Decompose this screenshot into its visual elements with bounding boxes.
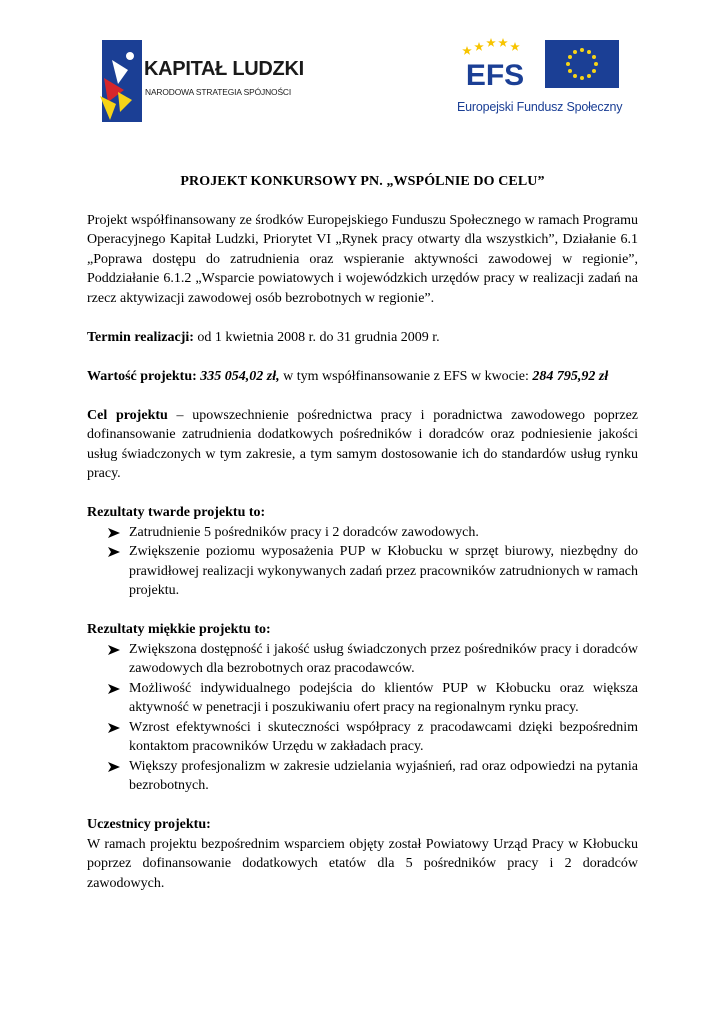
- list-item: [129, 523, 638, 543]
- uczestnicy-paragraph: W ramach projektu bezpośrednim wsparciem objęty został Powiatowy Urząd Pracy w Kłobucku poprzez dofinansowanie dodatkowych etatów dla 5 pośredników pracy i 2 doradców zawodowych.: [87, 836, 638, 891]
- uczestnicy-heading: Uczestnicy projektu:: [87, 817, 211, 832]
- wartosc-label: Wartość projektu:: [87, 368, 197, 384]
- arrow-bullet-icon: [108, 718, 122, 738]
- kapital-ludzki-emblem-icon: [98, 40, 142, 122]
- rezultaty-miekkie-heading: Rezultaty miękkie projektu to:: [87, 622, 271, 637]
- rezultaty-twarde-list: [87, 523, 638, 601]
- list-item-text: Większy profesjonalizm w zakresie udzielania wyjaśnień, rad oraz odpowiedzi na pytania bezrobotnych.: [129, 758, 638, 793]
- efs-logo: [455, 38, 625, 122]
- arrow-bullet-icon: [108, 542, 122, 562]
- arrow-bullet-icon: [108, 757, 122, 777]
- eu-flag-icon: [545, 40, 619, 88]
- list-item: [129, 718, 638, 757]
- list-item-text: Wzrost efektywności i skuteczności współpracy z pracodawcami dzięki bezpośrednim kontaktom pracowników Urzędu w zakładach pracy.: [129, 719, 638, 754]
- cel-paragraph: [87, 406, 638, 484]
- wartosc-paragraph: [87, 367, 638, 387]
- termin-paragraph: [87, 328, 638, 348]
- efs-emblem-icon: [455, 38, 535, 90]
- efs-emblem-text: EFS: [465, 59, 525, 90]
- list-item: [129, 679, 638, 718]
- arrow-bullet-icon: [108, 640, 122, 660]
- efs-caption: Europejski Fundusz Społeczny: [457, 100, 623, 114]
- rezultaty-twarde-heading: Rezultaty twarde projektu to:: [87, 505, 266, 520]
- cel-label: Cel projektu: [87, 407, 168, 423]
- termin-label: Termin realizacji:: [87, 329, 194, 345]
- kapital-ludzki-title: KAPITAŁ LUDZKI: [144, 58, 304, 80]
- document-title: PROJEKT KONKURSOWY PN. „WSPÓLNIE DO CELU”: [180, 174, 545, 189]
- wartosc-amount: 335 054,02 zł,: [200, 368, 280, 384]
- list-item: [129, 542, 638, 601]
- list-item-text: Zwiększenie poziomu wyposażenia PUP w Kłobucku w sprzęt biurowy, niezbędny do prawidłowej realizacji wykonywanych zadań przez pracowników zatrudnionych w ramach projektu.: [129, 544, 638, 598]
- arrow-bullet-icon: [108, 679, 122, 699]
- arrow-bullet-icon: [108, 523, 122, 543]
- list-item: [129, 640, 638, 679]
- wartosc-middle: w tym współfinansowanie z EFS w kwocie:: [279, 368, 533, 384]
- intro-paragraph: Projekt współfinansowany ze środków Europejskiego Funduszu Społecznego w ramach Programu Operacyjnego Kapitał Ludzki, Priorytet VI „Rynek pracy otwarty dla wszystkich”, Działanie 6.1 „Poprawa dostępu do zatrudnienia oraz wspieranie aktywności zawodowej w regionie”, Poddziałanie 6.1.2 „Wsparcie powiatowych i wojewódzkich urzędów pracy w realizacji zadań na rzecz aktywizacji zawodowej osób bezrobotnych w regionie”.: [87, 212, 638, 306]
- list-item-text: Zwiększona dostępność i jakość usług świadczonych przez pośredników pracy i doradców zawodowych dla bezrobotnych oraz pracodawców.: [129, 641, 638, 676]
- list-item-text: Zatrudnienie 5 pośredników pracy i 2 doradców zawodowych.: [129, 524, 479, 540]
- termin-value: od 1 kwietnia 2008 r. do 31 grudnia 2009 r.: [193, 329, 440, 345]
- kapital-ludzki-subtitle: NARODOWA STRATEGIA SPÓJNOŚCI: [145, 87, 292, 97]
- rezultaty-miekkie-list: [87, 640, 638, 796]
- cel-text: – upowszechnienie pośrednictwa pracy i poradnictwa zawodowego poprzez dofinansowanie zatrudnienia dodatkowych pośredników i doradców oraz podniesienie jakości usług świadczonych w tym zakresie, a tym samym dostosowanie ich do standardów usług rynku pracy.: [87, 407, 639, 481]
- kapital-ludzki-logo: [98, 40, 304, 122]
- list-item-text: Możliwość indywidualnego podejścia do klientów PUP w Kłobucku oraz większa aktywność w penetracji i poszukiwaniu ofert pracy na regionalnym rynku pracy.: [129, 680, 638, 715]
- wartosc-efs-amount: 284 795,92 zł: [532, 368, 609, 384]
- list-item: [129, 757, 638, 796]
- document-body: [87, 172, 638, 893]
